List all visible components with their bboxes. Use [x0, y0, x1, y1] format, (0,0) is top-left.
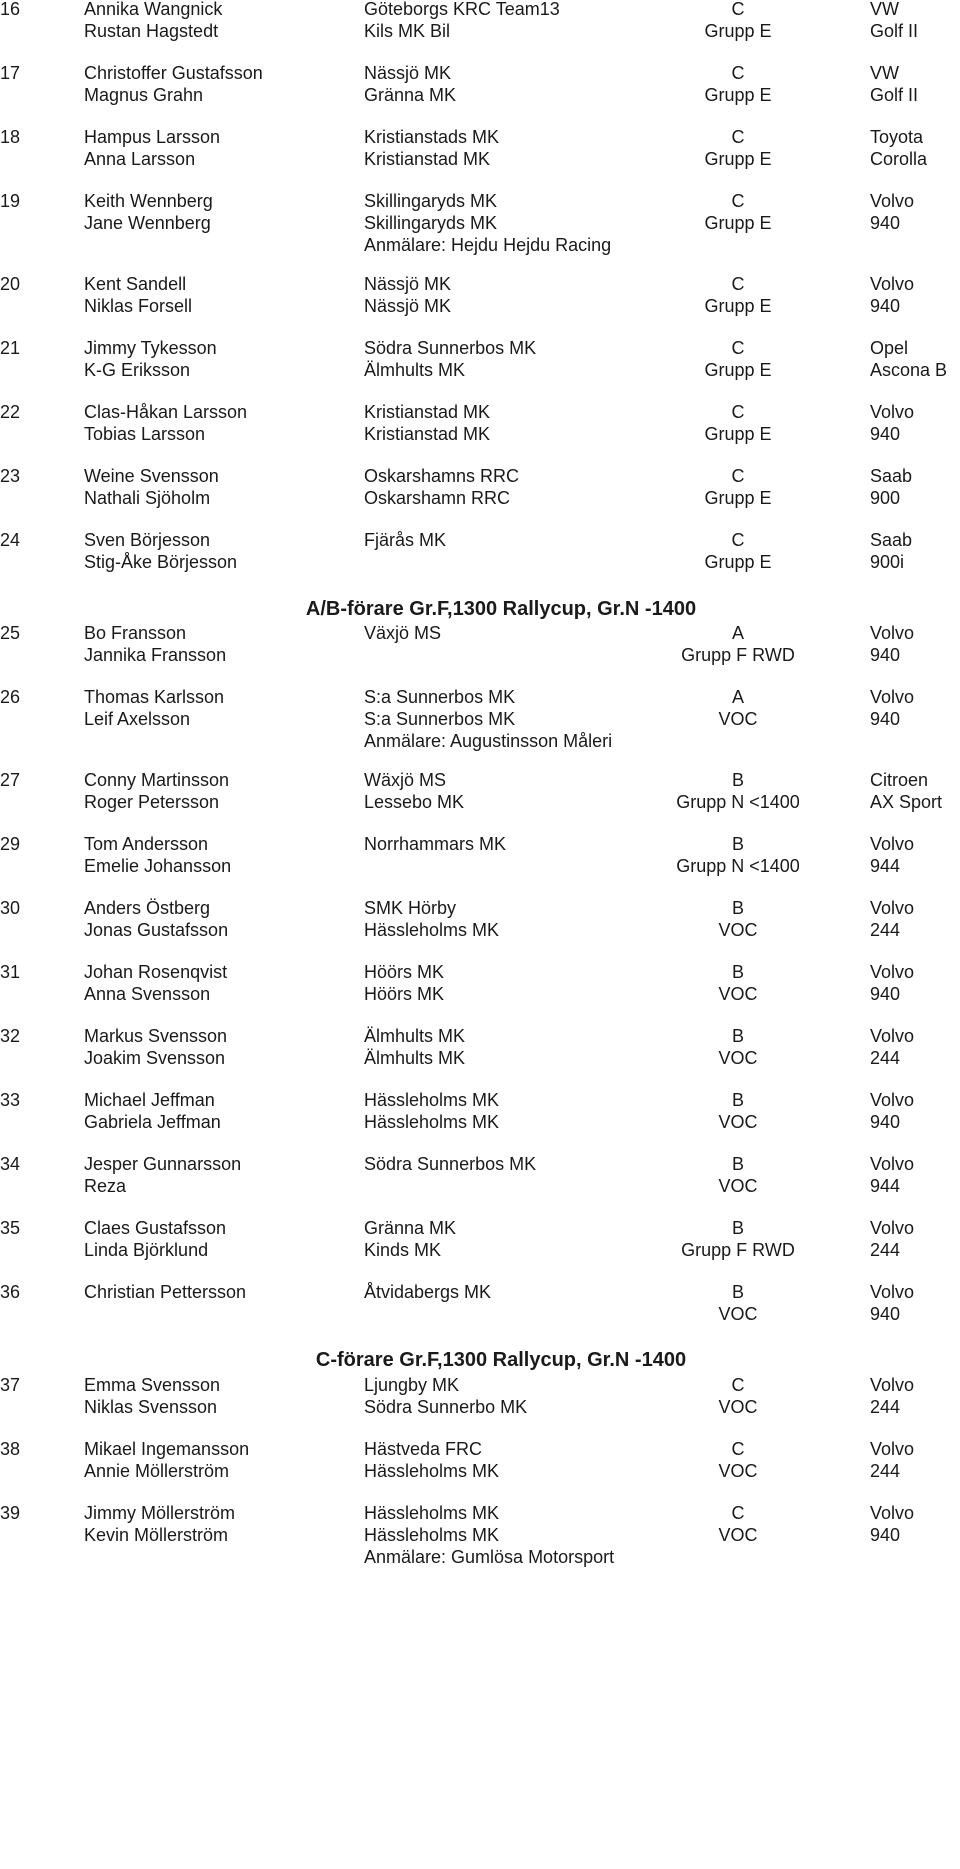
start-number: 16	[0, 0, 21, 19]
codriver-club: Kristianstad MK	[364, 149, 491, 169]
driver-club: Ljungby MK	[364, 1375, 460, 1395]
car-make: Citroen	[870, 770, 929, 790]
driver-name: Thomas Karlsson	[84, 687, 225, 707]
entry-driver-row	[0, 1501, 960, 1525]
codriver-club: Hässleholms MK	[364, 1461, 500, 1481]
codriver-name: Anna Svensson	[84, 984, 211, 1004]
driver-name: Jesper Gunnarsson	[84, 1154, 242, 1174]
car-model: 940	[870, 984, 901, 1004]
entry-class: B	[731, 1282, 744, 1302]
entry-driver-row	[0, 960, 960, 984]
codriver-club: Kristianstad MK	[364, 424, 491, 444]
entry-group: Grupp E	[704, 213, 772, 233]
codriver-name: Linda Björklund	[84, 1240, 209, 1260]
entry-class: C	[731, 402, 745, 422]
entry-group: Grupp E	[704, 424, 772, 444]
entry-group: Grupp F RWD	[681, 645, 795, 665]
codriver-name: Nathali Sjöholm	[84, 488, 211, 508]
start-number: 36	[0, 1282, 21, 1302]
car-make: VW	[870, 63, 899, 83]
codriver-name: Gabriela Jeffman	[84, 1112, 221, 1132]
entry-group: Grupp F RWD	[681, 1240, 795, 1260]
car-make: Volvo	[870, 1154, 915, 1174]
car-model: Corolla	[870, 149, 928, 169]
car-make: Volvo	[870, 1026, 915, 1046]
start-number: 17	[0, 63, 21, 83]
entry-class: B	[731, 962, 744, 982]
start-number: 25	[0, 623, 21, 643]
driver-name: Weine Svensson	[84, 466, 219, 486]
driver-name: Markus Svensson	[84, 1026, 228, 1046]
entry-driver-row	[0, 1024, 960, 1048]
entry-codriver-row	[0, 790, 960, 814]
car-model: 944	[870, 856, 901, 876]
entry-driver-row	[0, 832, 960, 856]
codriver-club: Hässleholms MK	[364, 920, 500, 940]
driver-name: Jimmy Möllerström	[84, 1503, 235, 1523]
entry-note-row	[0, 1545, 960, 1569]
entry-codriver-row	[0, 1395, 960, 1419]
start-number: 21	[0, 338, 21, 358]
car-model: 940	[870, 709, 901, 729]
start-number: 22	[0, 402, 21, 422]
codriver-name: Leif Axelsson	[84, 709, 191, 729]
entry-group: VOC	[718, 709, 758, 729]
car-make: Volvo	[870, 191, 915, 211]
driver-name: Sven Börjesson	[84, 530, 211, 550]
car-model: Golf II	[870, 85, 919, 105]
car-model: 944	[870, 1176, 901, 1196]
codriver-name: Jane Wennberg	[84, 213, 211, 233]
entry-group: Grupp N <1400	[676, 792, 800, 812]
start-number: 35	[0, 1218, 21, 1238]
codriver-name: Stig-Åke Börjesson	[84, 552, 238, 572]
codriver-name: Anna Larsson	[84, 149, 196, 169]
entry-group: VOC	[718, 1397, 758, 1417]
entry-class: B	[731, 770, 744, 790]
entry-class: B	[731, 1026, 744, 1046]
entry-driver-row	[0, 768, 960, 792]
entry-class: A	[731, 623, 744, 643]
car-model: 940	[870, 1304, 901, 1324]
codriver-name: Roger Petersson	[84, 792, 220, 812]
entry-group: Grupp N <1400	[676, 856, 800, 876]
car-model: 244	[870, 1397, 901, 1417]
entry-codriver-row	[0, 1302, 960, 1326]
entry-codriver-row	[0, 486, 960, 510]
car-make: Volvo	[870, 1439, 915, 1459]
codriver-club: S:a Sunnerbos MK	[364, 709, 516, 729]
codriver-club: Gränna MK	[364, 85, 457, 105]
start-number: 34	[0, 1154, 21, 1174]
codriver-club: Höörs MK	[364, 984, 445, 1004]
entry-group: VOC	[718, 1176, 758, 1196]
entry-driver-row	[0, 0, 960, 21]
section-heading: C-förare Gr.F,1300 Rallycup, Gr.N -1400	[315, 1349, 687, 1371]
codriver-name: Kevin Möllerström	[84, 1525, 229, 1545]
entry-class: C	[731, 191, 745, 211]
entry-class: C	[731, 274, 745, 294]
entry-class: C	[731, 1439, 745, 1459]
entry-class: C	[731, 63, 745, 83]
entry-codriver-row	[0, 422, 960, 446]
entry-group: VOC	[718, 1048, 758, 1068]
entrant-note: Anmälare: Gumlösa Motorsport	[364, 1547, 615, 1567]
codriver-club: Kils MK Bil	[364, 21, 451, 41]
driver-name: Christoffer Gustafsson	[84, 63, 263, 83]
car-model: 940	[870, 213, 901, 233]
driver-name: Michael Jeffman	[84, 1090, 215, 1110]
entry-driver-row	[0, 1152, 960, 1176]
start-number: 33	[0, 1090, 21, 1110]
entry-driver-row	[0, 464, 960, 488]
codriver-name: K-G Eriksson	[84, 360, 191, 380]
car-make: Volvo	[870, 834, 915, 854]
entry-class: B	[731, 1090, 744, 1110]
section-heading: A/B-förare Gr.F,1300 Rallycup, Gr.N -1400	[305, 598, 697, 620]
entry-group: VOC	[718, 984, 758, 1004]
driver-club: Norrhammars MK	[364, 834, 507, 854]
entry-codriver-row	[0, 294, 960, 318]
entry-codriver-row	[0, 1110, 960, 1134]
driver-name: Keith Wennberg	[84, 191, 213, 211]
codriver-name: Emelie Johansson	[84, 856, 232, 876]
driver-club: Oskarshamns RRC	[364, 466, 520, 486]
car-make: Volvo	[870, 274, 915, 294]
driver-name: Anders Östberg	[84, 898, 211, 918]
start-number: 24	[0, 530, 21, 550]
car-make: Volvo	[870, 962, 915, 982]
driver-name: Claes Gustafsson	[84, 1218, 227, 1238]
driver-club: S:a Sunnerbos MK	[364, 687, 516, 707]
car-model: 940	[870, 1112, 901, 1132]
driver-club: Nässjö MK	[364, 63, 452, 83]
entrant-note: Anmälare: Augustinsson Måleri	[364, 731, 613, 751]
entry-codriver-row	[0, 550, 960, 574]
driver-name: Kent Sandell	[84, 274, 187, 294]
entry-codriver-row	[0, 358, 960, 382]
entry-codriver-row	[0, 1238, 960, 1262]
car-make: Toyota	[870, 127, 924, 147]
start-number: 29	[0, 834, 21, 854]
entry-group: Grupp E	[704, 360, 772, 380]
start-number: 30	[0, 898, 21, 918]
codriver-name: Annie Möllerström	[84, 1461, 230, 1481]
driver-name: Conny Martinsson	[84, 770, 230, 790]
entry-class: C	[731, 338, 745, 358]
driver-name: Mikael Ingemansson	[84, 1439, 250, 1459]
entry-group: VOC	[718, 920, 758, 940]
entry-driver-row	[0, 1373, 960, 1397]
codriver-club: Älmhults MK	[364, 1048, 466, 1068]
driver-club: Höörs MK	[364, 962, 445, 982]
entry-class: C	[731, 0, 745, 19]
entry-codriver-row	[0, 918, 960, 942]
entry-codriver-row	[0, 147, 960, 171]
entry-class: A	[731, 687, 744, 707]
car-make: VW	[870, 0, 899, 19]
car-make: Volvo	[870, 623, 915, 643]
entry-group: Grupp E	[704, 552, 772, 572]
driver-name: Emma Svensson	[84, 1375, 221, 1395]
driver-name: Clas-Håkan Larsson	[84, 402, 248, 422]
entry-driver-row	[0, 189, 960, 213]
car-model: 940	[870, 424, 901, 444]
car-make: Volvo	[870, 1503, 915, 1523]
entry-codriver-row	[0, 1174, 960, 1198]
car-make: Volvo	[870, 898, 915, 918]
entry-driver-row	[0, 272, 960, 296]
start-number: 38	[0, 1439, 21, 1459]
driver-club: Åtvidabergs MK	[364, 1282, 492, 1302]
driver-club: Kristianstads MK	[364, 127, 500, 147]
start-number: 26	[0, 687, 21, 707]
car-model: 940	[870, 296, 901, 316]
codriver-name: Magnus Grahn	[84, 85, 204, 105]
start-number: 19	[0, 191, 21, 211]
entry-codriver-row	[0, 854, 960, 878]
car-make: Volvo	[870, 1282, 915, 1302]
codriver-name: Rustan Hagstedt	[84, 21, 219, 41]
car-model: AX Sport	[870, 792, 943, 812]
car-model: 940	[870, 1525, 901, 1545]
entry-driver-row	[0, 1088, 960, 1112]
car-make: Saab	[870, 466, 913, 486]
codriver-club: Södra Sunnerbo MK	[364, 1397, 528, 1417]
entry-class: B	[731, 1218, 744, 1238]
driver-name: Christian Pettersson	[84, 1282, 247, 1302]
codriver-club: Oskarshamn RRC	[364, 488, 511, 508]
start-number: 27	[0, 770, 21, 790]
entry-driver-row	[0, 125, 960, 149]
entry-codriver-row	[0, 982, 960, 1006]
entry-group: VOC	[718, 1525, 758, 1545]
car-model: Ascona B	[870, 360, 948, 380]
entry-driver-row	[0, 621, 960, 645]
entry-group: Grupp E	[704, 21, 772, 41]
car-make: Volvo	[870, 402, 915, 422]
entry-note-row	[0, 233, 960, 257]
driver-name: Tom Andersson	[84, 834, 209, 854]
driver-name: Johan Rosenqvist	[84, 962, 228, 982]
car-make: Volvo	[870, 1375, 915, 1395]
driver-club: Fjärås MK	[364, 530, 447, 550]
entry-codriver-row	[0, 643, 960, 667]
entry-codriver-row	[0, 19, 960, 43]
driver-club: Hästveda FRC	[364, 1439, 483, 1459]
driver-club: Kristianstad MK	[364, 402, 491, 422]
entry-driver-row	[0, 1216, 960, 1240]
start-number: 37	[0, 1375, 21, 1395]
entry-class: C	[731, 466, 745, 486]
car-model: 244	[870, 1240, 901, 1260]
start-number: 31	[0, 962, 21, 982]
codriver-name: Niklas Svensson	[84, 1397, 218, 1417]
entry-codriver-row	[0, 1046, 960, 1070]
driver-club: Skillingaryds MK	[364, 191, 498, 211]
driver-club: Hässleholms MK	[364, 1090, 500, 1110]
driver-club: Hässleholms MK	[364, 1503, 500, 1523]
entry-driver-row	[0, 896, 960, 920]
entry-class: C	[731, 530, 745, 550]
start-number: 23	[0, 466, 21, 486]
entry-class: C	[731, 1503, 745, 1523]
codriver-club: Skillingaryds MK	[364, 213, 498, 233]
entry-group: Grupp E	[704, 296, 772, 316]
start-number: 32	[0, 1026, 21, 1046]
driver-club: Göteborgs KRC Team13	[364, 0, 560, 19]
driver-name: Hampus Larsson	[84, 127, 221, 147]
entry-group: VOC	[718, 1461, 758, 1481]
entry-codriver-row	[0, 1459, 960, 1483]
entry-group: VOC	[718, 1304, 758, 1324]
car-model: 244	[870, 1048, 901, 1068]
entry-codriver-row	[0, 211, 960, 235]
entry-driver-row	[0, 61, 960, 85]
car-make: Saab	[870, 530, 913, 550]
car-model: 900i	[870, 552, 905, 572]
codriver-name: Tobias Larsson	[84, 424, 206, 444]
codriver-name: Jonas Gustafsson	[84, 920, 229, 940]
codriver-club: Kinds MK	[364, 1240, 442, 1260]
driver-club: Södra Sunnerbos MK	[364, 338, 537, 358]
entry-class: B	[731, 898, 744, 918]
entry-driver-row	[0, 400, 960, 424]
entry-driver-row	[0, 1437, 960, 1461]
entry-group: VOC	[718, 1112, 758, 1132]
codriver-name: Niklas Forsell	[84, 296, 193, 316]
codriver-club: Nässjö MK	[364, 296, 452, 316]
entry-driver-row	[0, 336, 960, 360]
codriver-club: Hässleholms MK	[364, 1525, 500, 1545]
driver-club: Södra Sunnerbos MK	[364, 1154, 537, 1174]
codriver-name: Joakim Svensson	[84, 1048, 226, 1068]
entry-group: Grupp E	[704, 488, 772, 508]
entrant-note: Anmälare: Hejdu Hejdu Racing	[364, 235, 612, 255]
car-model: 244	[870, 1461, 901, 1481]
entry-group: Grupp E	[704, 149, 772, 169]
codriver-name: Reza	[84, 1176, 127, 1196]
car-model: 244	[870, 920, 901, 940]
entry-class: C	[731, 1375, 745, 1395]
entry-driver-row	[0, 685, 960, 709]
driver-name: Annika Wangnick	[84, 0, 223, 19]
car-model: 940	[870, 645, 901, 665]
entry-driver-row	[0, 528, 960, 552]
driver-club: Wäxjö MS	[364, 770, 447, 790]
car-make: Volvo	[870, 1218, 915, 1238]
driver-club: SMK Hörby	[364, 898, 457, 918]
car-model: 900	[870, 488, 901, 508]
codriver-name: Jannika Fransson	[84, 645, 227, 665]
driver-club: Älmhults MK	[364, 1026, 466, 1046]
start-number: 39	[0, 1503, 21, 1523]
driver-name: Bo Fransson	[84, 623, 187, 643]
driver-name: Jimmy Tykesson	[84, 338, 217, 358]
entry-class: B	[731, 1154, 744, 1174]
car-model: Golf II	[870, 21, 919, 41]
entry-class: C	[731, 127, 745, 147]
entry-driver-row	[0, 1280, 960, 1304]
car-make: Volvo	[870, 687, 915, 707]
codriver-club: Älmhults MK	[364, 360, 466, 380]
start-number: 20	[0, 274, 21, 294]
car-make: Opel	[870, 338, 909, 358]
codriver-club: Lessebo MK	[364, 792, 465, 812]
car-make: Volvo	[870, 1090, 915, 1110]
driver-club: Nässjö MK	[364, 274, 452, 294]
entry-codriver-row	[0, 1523, 960, 1547]
start-number: 18	[0, 127, 21, 147]
entry-codriver-row	[0, 707, 960, 731]
driver-club: Gränna MK	[364, 1218, 457, 1238]
entry-codriver-row	[0, 83, 960, 107]
entry-group: Grupp E	[704, 85, 772, 105]
entry-class: B	[731, 834, 744, 854]
codriver-club: Hässleholms MK	[364, 1112, 500, 1132]
entry-note-row	[0, 729, 960, 753]
driver-club: Växjö MS	[364, 623, 442, 643]
